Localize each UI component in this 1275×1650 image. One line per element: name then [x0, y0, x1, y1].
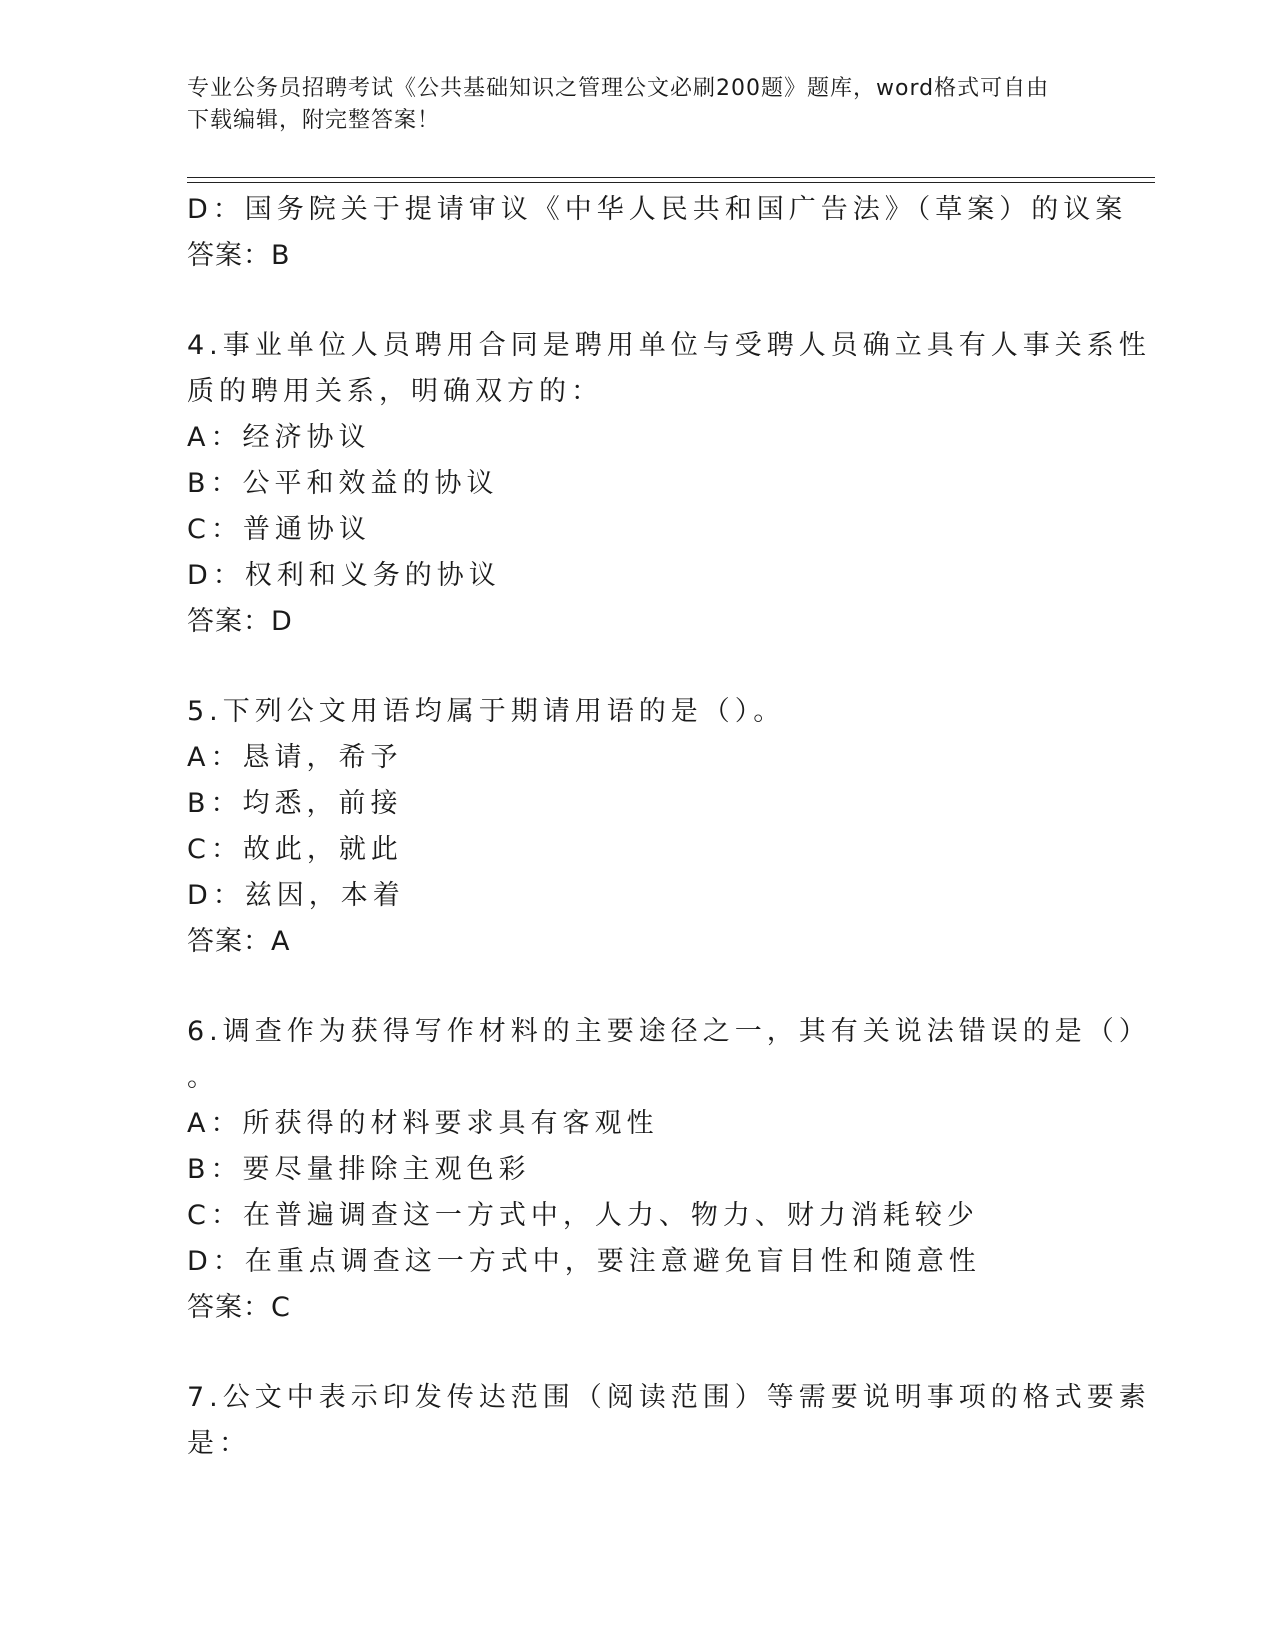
question-stem: 6.调查作为获得写作材料的主要途径之一，其有关说法错误的是（） [187, 1016, 1151, 1047]
question-stem: 7.公文中表示印发传达范围（阅读范围）等需要说明事项的格式要素 [187, 1382, 1151, 1413]
option-d: D：兹因，本着 [187, 880, 405, 911]
header-divider-second [187, 182, 1155, 183]
option-b: B：要尽量排除主观色彩 [187, 1154, 531, 1185]
answer-line: 答案：B [187, 240, 291, 271]
question-stem-continued: 是： [187, 1428, 251, 1459]
question-stem-continued: 质的聘用关系，明确双方的： [187, 376, 603, 407]
question-stem: 4.事业单位人员聘用合同是聘用单位与受聘人员确立具有人事关系性 [187, 330, 1151, 361]
option-d: D：权利和义务的协议 [187, 560, 501, 591]
answer-line: 答案：D [187, 606, 293, 637]
option-b: B：公平和效益的协议 [187, 468, 499, 499]
header-note: 专业公务员招聘考试《公共基础知识之管理公文必刷200题》题库，word格式可自由下载编辑，附完整答案！ [187, 76, 1050, 133]
question-4 [187, 323, 1151, 645]
option-d: D：在重点调查这一方式中，要注意避免盲目性和随意性 [187, 1246, 981, 1277]
option-b: B：均悉，前接 [187, 788, 403, 819]
option-c: C：在普遍调查这一方式中，人力、物力、财力消耗较少 [187, 1200, 979, 1231]
question-7 [187, 1375, 1151, 1467]
question-stem: 5.下列公文用语均属于期请用语的是（）。 [187, 696, 786, 727]
answer-line: 答案：A [187, 926, 291, 957]
header-divider [187, 177, 1155, 178]
option-c: C：故此，就此 [187, 834, 403, 865]
option-a: A：经济协议 [187, 422, 371, 453]
option-a: A：所获得的材料要求具有客观性 [187, 1108, 659, 1139]
question-list [187, 187, 1151, 1467]
question-stem-continued: 。 [187, 1062, 219, 1093]
answer-line: 答案：C [187, 1292, 291, 1323]
question-5 [187, 689, 1087, 965]
option-a: A：恳请，希予 [187, 742, 403, 773]
option-c: C：普通协议 [187, 514, 371, 545]
question-6 [187, 1009, 1151, 1331]
option-d: D：国务院关于提请审议《中华人民共和国广告法》（草案）的议案 [187, 194, 1128, 225]
